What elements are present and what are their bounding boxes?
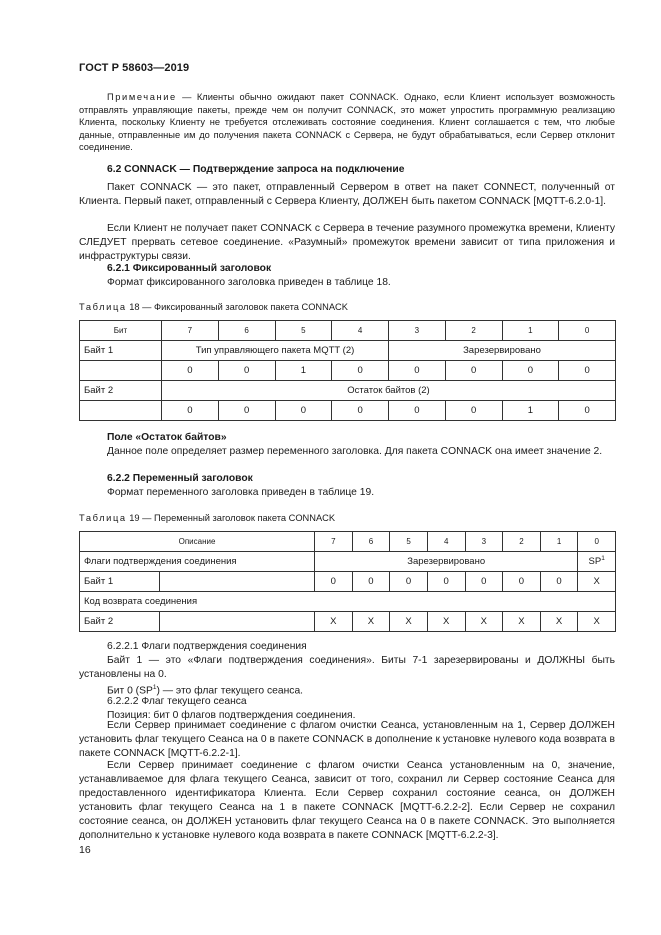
- table-cell: Остаток байтов (2): [162, 381, 616, 401]
- table-cell: Тип управляющего пакета MQTT (2): [162, 341, 389, 361]
- table-cell: X: [427, 612, 465, 632]
- table-cell: [160, 612, 315, 632]
- table-cell: 3: [465, 532, 503, 552]
- document-header: ГОСТ Р 58603—2019: [79, 62, 190, 74]
- table-cell: 0: [445, 401, 502, 421]
- bit0-text-start: Бит 0 (SP: [107, 685, 153, 697]
- table-row: [80, 552, 616, 572]
- table-cell: 3: [389, 321, 446, 341]
- table-cell: Зарезервировано: [389, 341, 616, 361]
- table-cell: 7: [162, 321, 219, 341]
- table-cell: X: [578, 612, 616, 632]
- table-18-caption: [79, 302, 348, 312]
- table-cell: 0: [540, 572, 578, 592]
- sp-label: SP: [588, 556, 602, 568]
- table-cell: 6: [218, 321, 275, 341]
- clean-session-1-paragraph: Если Сервер принимает соединение с флагом очистки Сеанса, установленным на 1, Сервер ДОЛЖЕН установить флаг текущего Сеанса на 0 в пакете CONNACK в дополнение к установке нулевого кода возврата в пакете CONNACK [MQTT-6.2.2-1].: [79, 720, 615, 759]
- table-cell: 0: [332, 401, 389, 421]
- table-cell: [160, 572, 315, 592]
- bit0-text-end: ) — это флаг текущего сеанса.: [156, 685, 304, 697]
- section-6-2-2-paragraph: Формат переменного заголовка приведен в таблице 19.: [107, 487, 375, 498]
- table-19: [79, 531, 616, 632]
- page-number: 16: [79, 844, 91, 856]
- section-6-2-2-1-heading: 6.2.2.1 Флаги подтверждения соединения: [107, 641, 307, 652]
- table-cell: 4: [332, 321, 389, 341]
- table-cell: 0: [502, 361, 559, 381]
- section-6-2-paragraph-1: Пакет CONNACK — это пакет, отправленный Сервером в ответ на пакет CONNECT, полученный от Клиента. Первый пакет, отправленный с Сервера Клиенту, ДОЛЖЕН быть пакетом CONNACK [MQTT-6.2.0-1].: [79, 182, 615, 207]
- table-cell: 0: [559, 401, 616, 421]
- table-row: [80, 341, 616, 361]
- table-cell: 0: [427, 572, 465, 592]
- table-cell: 1: [540, 532, 578, 552]
- note-text: — Клиенты обычно ожидают пакет CONNACK. Однако, если Клиент использует возможность отправлять управляющие пакеты, прежде чем он получит CONNACK, это может упростить программную реализацию Клиента, поскольку Клиенту не требуется отслеживать состояние соединения. Клиент соглашается с тем, что любые данные, отправленные им до получения пакета CONNACK с Сервера, не будут обрабатываться, если Сервер отклонит соединение.: [79, 92, 615, 153]
- table-cell: Зарезервировано: [315, 552, 578, 572]
- table-cell: 0: [332, 361, 389, 381]
- table-18: [79, 320, 616, 421]
- table-19-caption-label: Таблица: [79, 513, 127, 523]
- table-cell: 4: [427, 532, 465, 552]
- sp-footnote-marker: 1: [601, 555, 605, 563]
- table-cell: 2: [445, 321, 502, 341]
- table-18-caption-text: 18 — Фиксированный заголовок пакета CONNACK: [126, 302, 348, 312]
- table-cell: [80, 401, 162, 421]
- table-cell: 7: [315, 532, 353, 552]
- table-cell: X: [352, 612, 390, 632]
- table-cell: 0: [578, 532, 616, 552]
- table-cell: Флаги подтверждения соединения: [80, 552, 315, 572]
- table-row: [80, 361, 616, 381]
- section-6-2-2-2-heading: 6.2.2.2 Флаг текущего сеанса: [107, 696, 247, 707]
- table-cell: X: [390, 612, 428, 632]
- table-cell: 0: [352, 572, 390, 592]
- table-cell: 0: [162, 361, 219, 381]
- table-19-header-row: [80, 532, 616, 552]
- field-paragraph: Данное поле определяет размер переменного заголовка. Для пакета CONNACK она имеет значение 2.: [107, 446, 603, 457]
- table-cell: Байт 1: [80, 341, 162, 361]
- table-cell: 0: [162, 401, 219, 421]
- table-cell: Байт 2: [80, 381, 162, 401]
- table-cell: 2: [503, 532, 541, 552]
- section-6-2-paragraph-2: Если Клиент не получает пакет CONNACK с Сервера в течение разумного промежутка времени, Клиенту СЛЕДУЕТ прервать сетевое соединение. «Разумный» промежуток времени зависит от типа приложения и инфраструктуры связи.: [79, 223, 615, 262]
- note-label: Примечание: [107, 92, 177, 102]
- section-6-2-1-paragraph: Формат фиксированного заголовка приведен в таблице 18.: [107, 277, 391, 288]
- table-cell: 0: [275, 401, 332, 421]
- table-cell: 5: [390, 532, 428, 552]
- table-cell: 6: [352, 532, 390, 552]
- table-cell: X: [578, 572, 616, 592]
- table-cell: Байт 1: [80, 572, 160, 592]
- table-cell: 0: [559, 321, 616, 341]
- table-cell: X: [503, 612, 541, 632]
- bit0-footnote-marker: 1: [152, 684, 157, 691]
- clean-session-0-paragraph: Если Сервер принимает соединение с флагом очистки Сеанса установленным на 0, значение, устанавливаемое для флага текущего Сеанса, зависит от того, сохранил ли Сервер состояние Сеанса для предоставленного идентификатора Клиента. Если Сервер сохранил состояние сеанса, он ДОЛЖЕН установить флаг текущего Сеанса на 1 в пакете CONNACK [MQTT-6.2.2-2]. Если Сервер не сохранил состояние сеанса, он ДОЛЖЕН установить флаг текущего Сеанса на 0 в пакете CONNACK. Это выполняется дополнительно к установке нулевого кода возврата в пакете CONNACK [MQTT-6.2.2-3].: [79, 760, 615, 841]
- field-heading: Поле «Остаток байтов»: [107, 432, 227, 443]
- table-cell: 1: [275, 361, 332, 381]
- table-cell: 5: [275, 321, 332, 341]
- table-cell: X: [540, 612, 578, 632]
- table-cell: 0: [315, 572, 353, 592]
- table-cell: Байт 2: [80, 612, 160, 632]
- table-cell: 0: [465, 572, 503, 592]
- table-cell: 0: [218, 361, 275, 381]
- table-cell: Код возврата соединения: [80, 592, 616, 612]
- section-6-2-2-heading: 6.2.2 Переменный заголовок: [107, 473, 253, 484]
- table-row: [80, 592, 616, 612]
- table-cell: Описание: [80, 532, 315, 552]
- table-cell: 0: [389, 401, 446, 421]
- position-paragraph: Позиция: бит 0 флагов подтверждения соединения.: [107, 710, 356, 721]
- table-cell: 0: [218, 401, 275, 421]
- table-cell: 0: [445, 361, 502, 381]
- table-cell: 0: [390, 572, 428, 592]
- table-row: [80, 572, 616, 592]
- table-cell: Бит: [80, 321, 162, 341]
- table-19-caption-text: 19 — Переменный заголовок пакета CONNACK: [126, 513, 336, 523]
- table-cell: [578, 552, 616, 572]
- table-cell: X: [465, 612, 503, 632]
- section-6-2-heading: 6.2 CONNACK — Подтверждение запроса на подключение: [107, 164, 405, 175]
- table-cell: 0: [559, 361, 616, 381]
- table-18-header-row: [80, 321, 616, 341]
- table-row: [80, 612, 616, 632]
- note-paragraph: [79, 91, 615, 154]
- table-cell: X: [315, 612, 353, 632]
- table-18-caption-label: Таблица: [79, 302, 127, 312]
- table-cell: [80, 361, 162, 381]
- table-cell: 1: [502, 401, 559, 421]
- table-cell: 0: [503, 572, 541, 592]
- section-6-2-1-heading: 6.2.1 Фиксированный заголовок: [107, 263, 272, 274]
- table-cell: 0: [389, 361, 446, 381]
- table-cell: 1: [502, 321, 559, 341]
- table-row: [80, 381, 616, 401]
- byte1-paragraph: Байт 1 — это «Флаги подтверждения соединения». Биты 7-1 зарезервированы и ДОЛЖНЫ быть установлены на 0.: [79, 655, 615, 680]
- table-19-caption: [79, 513, 335, 523]
- table-row: [80, 401, 616, 421]
